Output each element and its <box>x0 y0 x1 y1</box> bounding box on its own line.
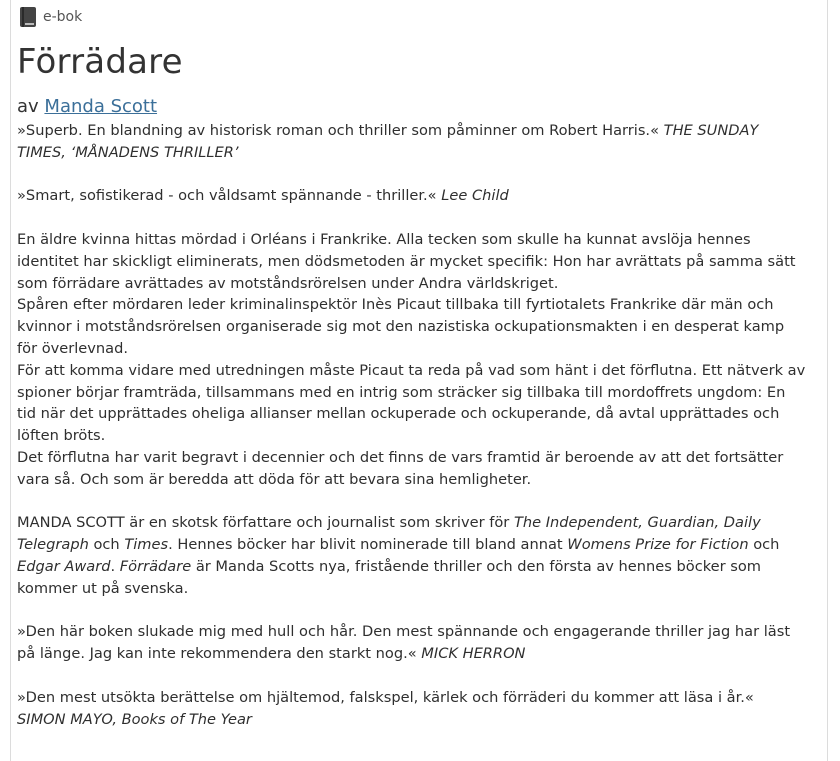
bio-text: . <box>110 557 120 575</box>
synopsis-paragraph: För att komma vidare med utredningen måste Picaut ta reda på vad som hänt i det förflutna. Ett nätverk av spioner börjar framträda, tillsammans med en intrig som sträcker sig tillbaka till mordoffrets ungdom: En tid när det upprättades oheliga allianser mellan ockuperade och ockuperande, då avtal upprättades och löften bröts. <box>17 361 806 445</box>
book-icon <box>20 7 36 27</box>
book-description <box>17 120 807 730</box>
format-label: e-bok <box>43 9 83 25</box>
author-link[interactable]: Manda Scott <box>44 96 158 117</box>
quote-source: THE SUNDAY TIMES, ‘MÅNADENS THRILLER’ <box>17 122 759 161</box>
quote-text: »Smart, sofistikerad - och våldsamt spännande - thriller.« <box>17 187 442 205</box>
byline <box>17 96 157 117</box>
review-quote <box>17 687 807 731</box>
quote-source: SIMON MAYO, Books of The Year <box>17 710 252 728</box>
bio-italic: The Independent, Guardian, Daily Telegraph <box>17 514 761 554</box>
bio-italic: Times <box>124 536 169 554</box>
quote-text: »Den mest utsökta berättelse om hjältemod, falskspel, kärlek och förräderi du kommer att läsa i år.« <box>17 688 754 706</box>
book-title: Förrädare <box>17 42 183 82</box>
quote-text: »Den här boken slukade mig med hull och hår. Den mest spännande och engagerande thriller jag har läst på länge. Jag kan inte rekommendera den starkt nog.« <box>17 623 791 663</box>
bio-text: MANDA SCOTT är en skotsk författare och journalist som skriver för <box>17 514 514 532</box>
synopsis-paragraph: Det förflutna har varit begravt i decennier och det finns de vars framtid är beroende av att det fortsätter vara så. Och som är beredda att döda för att bevara sina hemligheter. <box>17 448 784 488</box>
bio-text: . Hennes böcker har blivit nominerade till bland annat <box>168 536 568 554</box>
review-quote <box>17 185 807 207</box>
author-bio <box>17 512 807 599</box>
synopsis-paragraph: Spåren efter mördaren leder kriminalinspektör Inès Picaut tillbaka till fyrtiotalets Frankrike där män och kvinnor i motståndsrörelsen organiserade sig mot den nazistiska ockupationsmakten i en desperat kamp för överlevnad. <box>17 296 785 357</box>
synopsis-paragraph: En äldre kvinna hittas mördad i Orléans i Frankrike. Alla tecken som skulle ha kunnat avslöja hennes identitet har skickligt eliminerats, men dödsmetoden är mycket specifik: Hon har avrättats på samma sätt som förrädare avrättades av motståndsrörelsen under Andra världskriget. <box>17 230 796 292</box>
bio-text: är Manda Scotts nya, fristående thriller och den första av hennes böcker som kommer ut på svenska. <box>17 557 762 597</box>
bio-text: och <box>748 536 780 554</box>
quote-source: Lee Child <box>441 187 509 205</box>
review-quote <box>17 120 807 164</box>
quote-source: MICK HERRON <box>421 645 526 663</box>
bio-text: och <box>88 536 125 554</box>
bio-italic: Edgar Award <box>17 557 111 575</box>
quote-text: »Superb. En blandning av historisk roman och thriller som påminner om Robert Harris.« <box>17 122 664 139</box>
bio-italic: Förrädare <box>119 557 192 575</box>
format-row <box>20 6 82 28</box>
review-quote <box>17 621 807 665</box>
byline-prefix: av <box>17 96 39 117</box>
bio-italic: Womens Prize for Fiction <box>567 536 749 554</box>
